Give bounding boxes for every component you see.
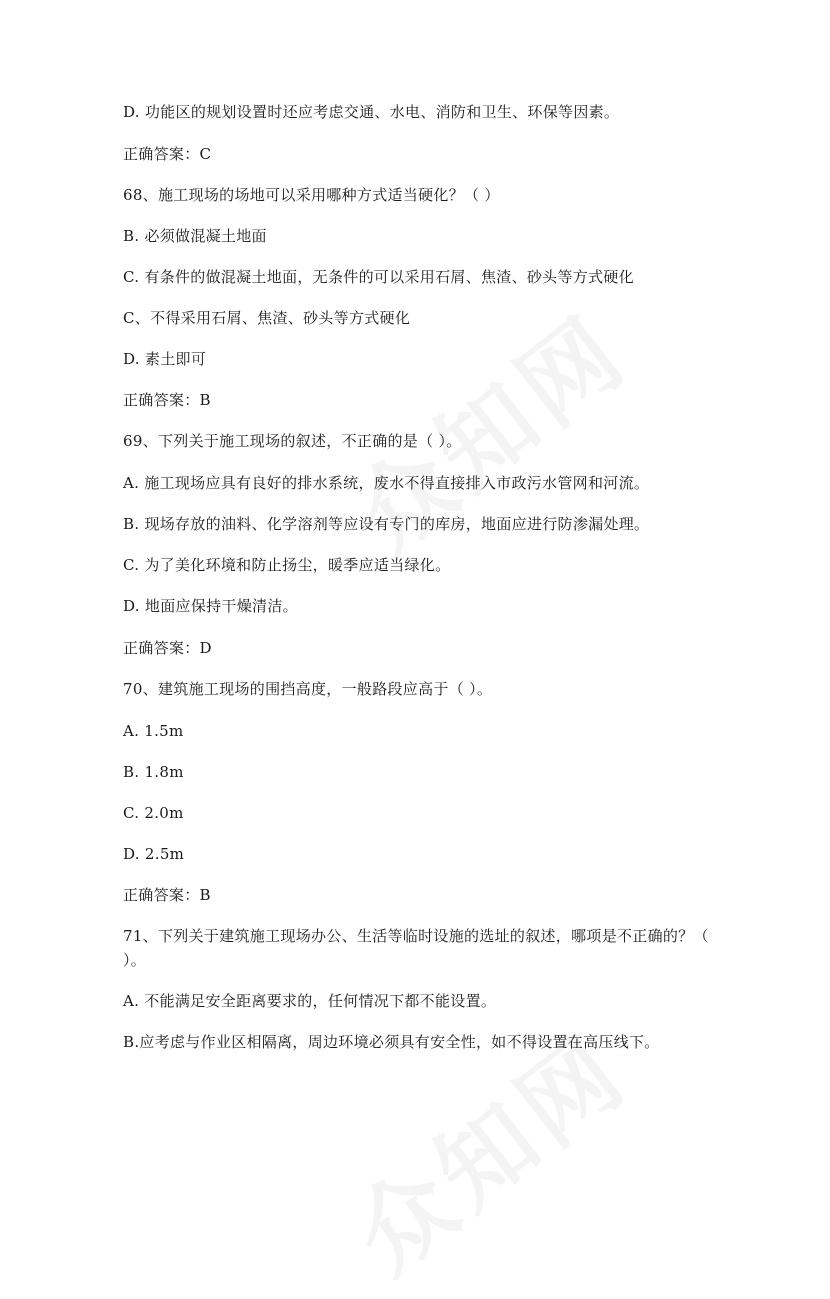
q70-option-d: D. 2.5m <box>123 845 185 863</box>
question-70: 70、建筑施工现场的围挡高度，一般路段应高于（ ）。 <box>123 680 493 698</box>
q68-option-c1: C. 有条件的做混凝土地面，无条件的可以采用石屑、焦渣、砂头等方式硬化 <box>123 268 634 286</box>
question-69: 69、下列关于施工现场的叙述，不正确的是（ ）。 <box>123 432 462 450</box>
question-71: 71、下列关于建筑施工现场办公、生活等临时设施的选址的叙述，哪项是不正确的？（ ）。 <box>123 927 709 969</box>
answer-69: 正确答案：D <box>123 639 212 657</box>
q69-option-a: A. 施工现场应具有良好的排水系统，废水不得直接排入市政污水管网和河流。 <box>123 474 650 492</box>
q69-option-b: B. 现场存放的油料、化学溶剂等应设有专门的库房，地面应进行防渗漏处理。 <box>123 515 650 533</box>
q69-option-c: C. 为了美化环境和防止扬尘，暖季应适当绿化。 <box>123 556 451 574</box>
q71-option-b: B.应考虑与作业区相隔离，周边环境必须具有安全性，如不得设置在高压线下。 <box>123 1033 660 1051</box>
question-68: 68、施工现场的场地可以采用哪种方式适当硬化？（ ） <box>123 186 500 204</box>
q70-option-b: B. 1.8m <box>123 763 184 781</box>
q68-option-b: B. 必须做混凝土地面 <box>123 227 267 245</box>
answer-70: 正确答案：B <box>123 886 211 904</box>
q70-option-a: A. 1.5m <box>123 722 184 740</box>
q70-option-c: C. 2.0m <box>123 804 184 822</box>
q71-option-a: A. 不能满足安全距离要求的，任何情况下都不能设置。 <box>123 992 497 1010</box>
q68-option-d: D. 素土即可 <box>123 350 207 368</box>
option-d-functional-zone: D. 功能区的规划设置时还应考虑交通、水电、消防和卫生、环保等因素。 <box>123 103 620 121</box>
q69-option-d: D. 地面应保持干燥清洁。 <box>123 597 298 615</box>
answer-68: 正确答案：B <box>123 391 211 409</box>
answer-67: 正确答案：C <box>123 145 212 163</box>
q68-option-c2: C、不得采用石屑、焦渣、砂头等方式硬化 <box>123 309 411 327</box>
